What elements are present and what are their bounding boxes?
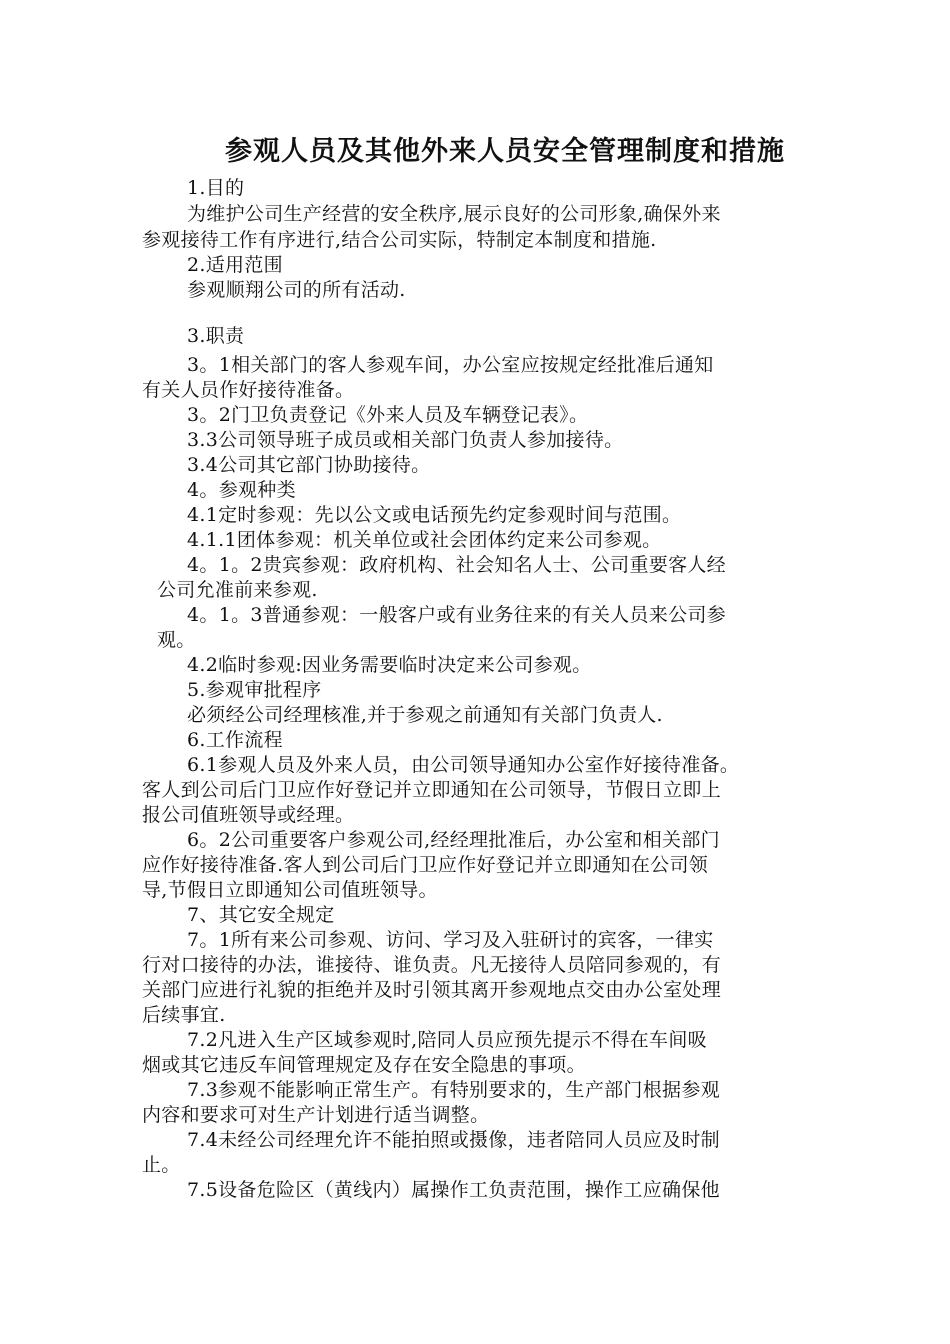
paragraph-line: 4.2临时参观:因业务需要临时决定来公司参观。 — [187, 654, 592, 676]
paragraph-line: 应作好接待准备.客人到公司后门卫应作好登记并立即通知在公司领 — [142, 854, 709, 876]
paragraph-line: 4.1.1团体参观：机关单位或社会团体约定来公司参观。 — [187, 529, 662, 551]
paragraph-line: 关部门应进行礼貌的拒绝并及时引领其离开参观地点交由办公室处理 — [142, 979, 722, 1001]
section-heading-other-rules: 7、其它安全规定 — [187, 904, 335, 926]
paragraph-line: 烟或其它违反车间管理规定及存在安全隐患的事项。 — [142, 1054, 586, 1076]
paragraph-line: 7.3参观不能影响正常生产。有特别要求的，生产部门根据参观 — [187, 1079, 720, 1101]
paragraph-line: 报公司值班领导或经理。 — [142, 804, 355, 826]
paragraph-line: 参观顺翔公司的所有活动. — [187, 279, 406, 301]
document-title: 参观人员及其他外来人员安全管理制度和措施 — [225, 136, 785, 167]
paragraph-line: 4。1。2贵宾参观：政府机构、社会知名人士、公司重要客人经 — [187, 554, 726, 576]
paragraph-line: 观。 — [157, 629, 196, 651]
section-heading-scope: 2.适用范围 — [187, 254, 283, 276]
paragraph-line: 必须经公司经理核准,并于参观之前通知有关部门负责人. — [187, 704, 663, 726]
paragraph-line: 有关人员作好接待准备。 — [142, 379, 355, 401]
paragraph-line: 3。2门卫负责登记《外来人员及车辆登记表》。 — [187, 404, 589, 426]
paragraph-line: 为维护公司生产经营的安全秩序,展示良好的公司形象,确保外来 — [187, 203, 721, 225]
paragraph-line: 参观接待工作有序进行,结合公司实际，特制定本制度和措施. — [142, 229, 657, 251]
section-heading-purpose: 1.目的 — [187, 177, 245, 199]
section-heading-duties: 3.职责 — [187, 325, 245, 347]
paragraph-line: 导,节假日立即通知公司值班领导。 — [142, 879, 438, 901]
paragraph-line: 4.1定时参观：先以公文或电话预先约定参观时间与范围。 — [187, 504, 682, 526]
paragraph-line: 3。1相关部门的客人参观车间，办公室应按规定经批准后通知 — [187, 354, 714, 376]
paragraph-line: 3.4公司其它部门协助接待。 — [187, 454, 431, 476]
section-heading-visit-types: 4。参观种类 — [187, 479, 296, 501]
paragraph-line: 客人到公司后门卫应作好登记并立即通知在公司领导，节假日立即上 — [142, 779, 722, 801]
paragraph-line: 6.1参观人员及外来人员，由公司领导通知办公室作好接待准备。 — [187, 754, 740, 776]
paragraph-line: 7.4未经公司经理允许不能拍照或摄像，违者陪同人员应及时制 — [187, 1129, 720, 1151]
paragraph-line: 止。 — [142, 1154, 181, 1176]
paragraph-line: 7.2凡进入生产区域参观时,陪同人员应预先提示不得在车间吸 — [187, 1029, 707, 1051]
paragraph-line: 3.3公司领导班子成员或相关部门负责人参加接待。 — [187, 429, 624, 451]
paragraph-line: 7。1所有来公司参观、访问、学习及入驻研讨的宾客，一律实 — [187, 929, 714, 951]
section-heading-approval: 5.参观审批程序 — [187, 679, 322, 701]
paragraph-line: 4。1。3普通参观：一般客户或有业务往来的有关人员来公司参 — [187, 604, 726, 626]
paragraph-line: 6。2公司重要客户参观公司,经经理批准后，办公室和相关部门 — [187, 829, 720, 851]
section-heading-workflow: 6.工作流程 — [187, 729, 283, 751]
paragraph-line: 内容和要求可对生产计划进行适当调整。 — [142, 1104, 490, 1126]
paragraph-line: 公司允准前来参观. — [157, 579, 318, 601]
paragraph-line: 行对口接待的办法，谁接待、谁负责。凡无接待人员陪同参观的，有 — [142, 954, 722, 976]
paragraph-line: 后续事宜. — [142, 1004, 226, 1026]
paragraph-line: 7.5设备危险区（黄线内）属操作工负责范围，操作工应确保他 — [187, 1179, 720, 1201]
